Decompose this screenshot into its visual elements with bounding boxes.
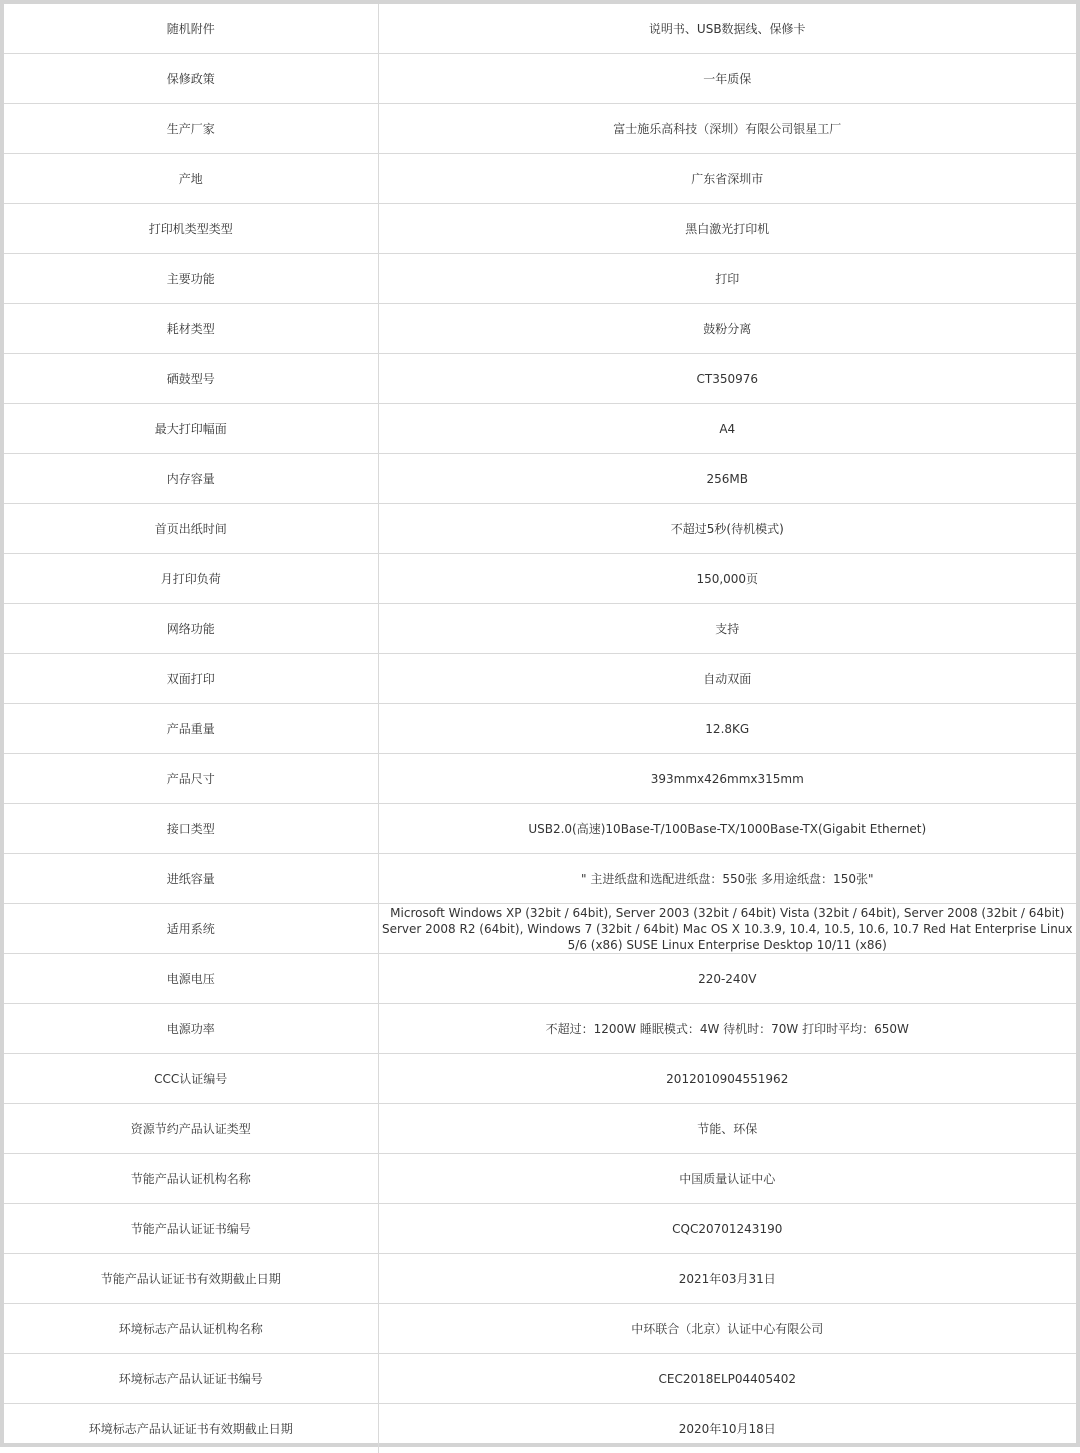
spec-label: 产品尺寸 [4, 754, 378, 804]
spec-table [4, 4, 1076, 1453]
spec-label: 保修政策 [4, 54, 378, 104]
spec-label: CCC认证编号 [4, 1054, 378, 1104]
spec-value: USB2.0(高速)10Base-T/100Base-TX/1000Base-TX(Gigabit Ethernet) [378, 804, 1076, 854]
spec-value: 黑白激光打印机 [378, 204, 1076, 254]
table-row [4, 1354, 1076, 1404]
table-row [4, 604, 1076, 654]
table-row [4, 804, 1076, 854]
spec-value: A4 [378, 404, 1076, 454]
spec-value: 打印 [378, 254, 1076, 304]
table-row [4, 654, 1076, 704]
table-row [4, 954, 1076, 1004]
spec-label: 产品重量 [4, 704, 378, 754]
spec-value: 12.8KG [378, 704, 1076, 754]
spec-label: 适用系统 [4, 904, 378, 954]
spec-label: 双面打印 [4, 654, 378, 704]
table-row [4, 504, 1076, 554]
spec-label: 环境标志产品认证证书编号 [4, 1354, 378, 1404]
table-row [4, 304, 1076, 354]
table-row [4, 454, 1076, 504]
spec-label: 月打印负荷 [4, 554, 378, 604]
table-row [4, 554, 1076, 604]
table-row [4, 1104, 1076, 1154]
table-row [4, 254, 1076, 304]
spec-label: 最大打印幅面 [4, 404, 378, 454]
table-row [4, 154, 1076, 204]
table-row [4, 1004, 1076, 1054]
spec-value: 鼓粉分离 [378, 304, 1076, 354]
spec-value: 广东省深圳市 [378, 154, 1076, 204]
table-row [4, 4, 1076, 54]
spec-value: 说明书、USB数据线、保修卡 [378, 4, 1076, 54]
spec-value: 中国质量认证中心 [378, 1154, 1076, 1204]
spec-value: 中环联合（北京）认证中心有限公司 [378, 1304, 1076, 1354]
spec-label: 节能产品认证证书有效期截止日期 [4, 1254, 378, 1304]
table-row [4, 1204, 1076, 1254]
spec-value: " 主进纸盘和选配进纸盘：550张 多用途纸盘：150张" [378, 854, 1076, 904]
table-row [4, 54, 1076, 104]
table-row [4, 354, 1076, 404]
spec-value: 150,000页 [378, 554, 1076, 604]
spec-label: 环境标志产品认证证书有效期截止日期 [4, 1404, 378, 1453]
spec-value: CQC20701243190 [378, 1204, 1076, 1254]
spec-label: 硒鼓型号 [4, 354, 378, 404]
spec-value: 2020年10月18日 [378, 1404, 1076, 1453]
table-row [4, 854, 1076, 904]
spec-label: 接口类型 [4, 804, 378, 854]
spec-value: Microsoft Windows XP (32bit / 64bit), Server 2003 (32bit / 64bit) Vista (32bit / 64bit), Server 2008 (32bit / 64bit) Server 2008 R2 (64bit), Windows 7 (32bit / 64bit) Mac OS X 10.3.9, 10.4, 10.5, 10.6, 10.7 Red Hat Enterprise Linux 5/6 (x86) SUSE Linux Enterprise Desktop 10/11 (x86) [378, 904, 1076, 954]
spec-value: 220-240V [378, 954, 1076, 1004]
table-row [4, 1254, 1076, 1304]
table-row [4, 904, 1076, 954]
spec-label: 节能产品认证证书编号 [4, 1204, 378, 1254]
table-row [4, 1304, 1076, 1354]
spec-value: 2012010904551962 [378, 1054, 1076, 1104]
spec-label: 耗材类型 [4, 304, 378, 354]
table-row [4, 1404, 1076, 1453]
spec-label: 产地 [4, 154, 378, 204]
spec-label: 首页出纸时间 [4, 504, 378, 554]
table-row [4, 104, 1076, 154]
spec-label: 生产厂家 [4, 104, 378, 154]
spec-value: 2021年03月31日 [378, 1254, 1076, 1304]
spec-label: 网络功能 [4, 604, 378, 654]
spec-value: 不超过5秒(待机模式) [378, 504, 1076, 554]
spec-value: 一年质保 [378, 54, 1076, 104]
spec-value: 节能、环保 [378, 1104, 1076, 1154]
spec-value: 393mmx426mmx315mm [378, 754, 1076, 804]
spec-value: CEC2018ELP04405402 [378, 1354, 1076, 1404]
table-row [4, 1154, 1076, 1204]
spec-value: 支持 [378, 604, 1076, 654]
table-row [4, 404, 1076, 454]
spec-value: 自动双面 [378, 654, 1076, 704]
spec-label: 资源节约产品认证类型 [4, 1104, 378, 1154]
spec-value: 富士施乐高科技（深圳）有限公司银星工厂 [378, 104, 1076, 154]
table-row [4, 754, 1076, 804]
spec-label: 环境标志产品认证机构名称 [4, 1304, 378, 1354]
spec-value: 256MB [378, 454, 1076, 504]
spec-label: 内存容量 [4, 454, 378, 504]
spec-label: 节能产品认证机构名称 [4, 1154, 378, 1204]
spec-value: 不超过：1200W 睡眠模式：4W 待机时：70W 打印时平均：650W [378, 1004, 1076, 1054]
spec-label: 打印机类型类型 [4, 204, 378, 254]
spec-label: 电源功率 [4, 1004, 378, 1054]
spec-label: 进纸容量 [4, 854, 378, 904]
spec-label: 主要功能 [4, 254, 378, 304]
spec-table-body [4, 4, 1076, 1453]
spec-value: CT350976 [378, 354, 1076, 404]
table-row [4, 704, 1076, 754]
table-row [4, 204, 1076, 254]
spec-label: 随机附件 [4, 4, 378, 54]
table-row [4, 1054, 1076, 1104]
spec-label: 电源电压 [4, 954, 378, 1004]
